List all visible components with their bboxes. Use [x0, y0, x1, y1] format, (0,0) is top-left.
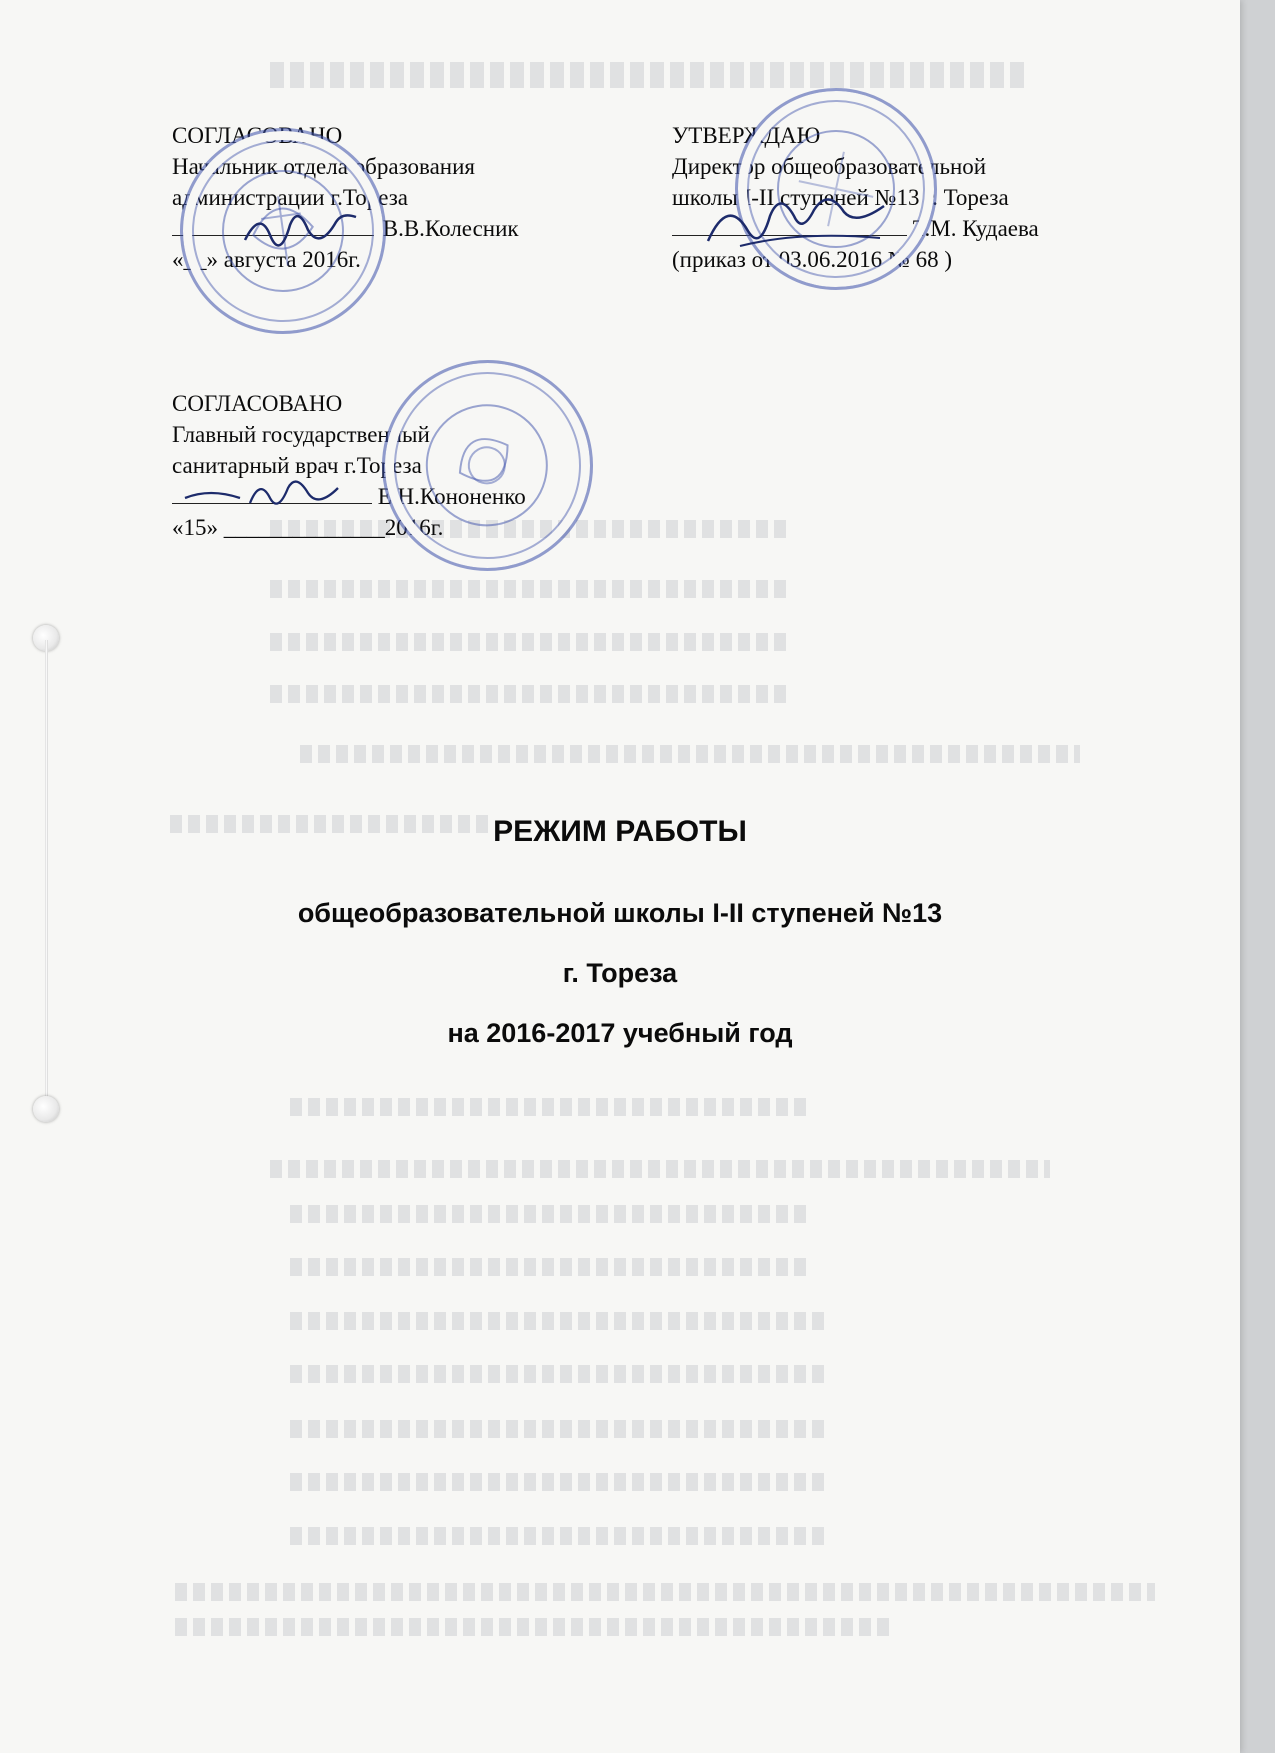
signature-kudaeva — [700, 196, 900, 256]
approval-position: Главный государственный — [172, 422, 430, 447]
approval-heading: СОГЛАСОВАНО — [172, 391, 343, 416]
approval-heading: УТВЕРЖДАЮ — [672, 123, 821, 148]
document-subtitle-school: общеобразовательной школы I-II ступеней №13 — [297, 898, 943, 928]
approval-position: Начальник отдела образования — [172, 154, 475, 179]
approval-organization: школы I-II ступеней №13 г. Тореза — [672, 185, 1009, 210]
approval-organization: санитарный врач г.Тореза — [172, 453, 422, 478]
approval-position: Директор общеобразовательной — [672, 154, 987, 179]
signature-kononenko — [180, 478, 370, 518]
approval-signer: Е.Н.Кононенко — [377, 484, 526, 509]
signature-kolesnik — [240, 205, 360, 255]
approval-signer: Т.М. Кудаева — [912, 216, 1039, 241]
approval-date: «__» августа 2016г. — [172, 247, 361, 272]
approval-signer: В.В.Колесник — [382, 216, 519, 241]
approval-order: (приказ от 03.06.2016 № 68 ) — [672, 247, 952, 272]
document-title: РЕЖИМ РАБОТЫ — [493, 815, 747, 848]
stamp-sanitary-seal — [343, 321, 631, 609]
approval-date: «15» ______________2016г. — [172, 515, 444, 540]
approval-organization: администрации г.Тореза — [172, 185, 409, 210]
document-subtitle-year: на 2016-2017 учебный год — [447, 1018, 793, 1048]
binding-hole-bottom — [33, 1096, 59, 1122]
approval-heading: СОГЛАСОВАНО — [172, 123, 343, 148]
document-subtitle-city: г. Тореза — [562, 958, 678, 988]
